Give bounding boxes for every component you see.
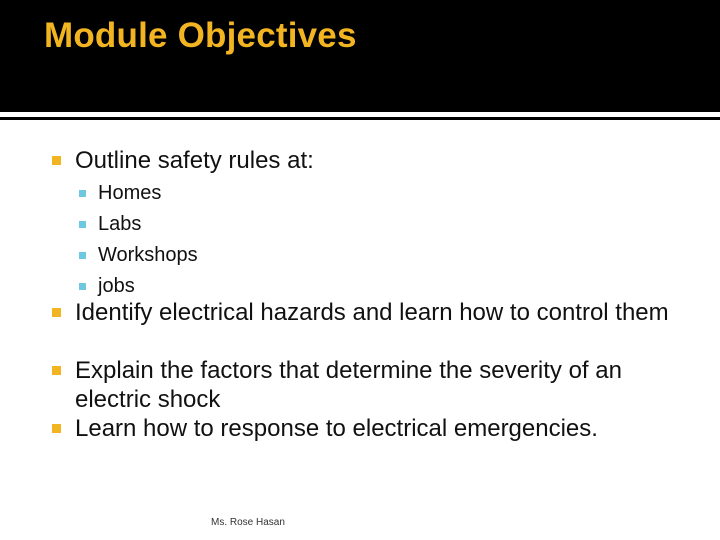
list-item: [75, 146, 675, 175]
slide-footer: Ms. Rose Hasan: [211, 517, 285, 528]
slide-title: Module Objectives: [44, 16, 357, 55]
list-item: [75, 356, 675, 414]
list-item-text: Labs: [98, 213, 142, 235]
title-band: [0, 0, 720, 112]
bullet-square-icon: [79, 221, 86, 228]
list-item: [98, 212, 658, 236]
bullet-square-icon: [52, 366, 61, 375]
bullet-square-icon: [52, 308, 61, 317]
bullet-square-icon: [79, 283, 86, 290]
list-item: [98, 274, 658, 298]
list-item-text: Identify electrical hazards and learn how to control them: [75, 299, 669, 326]
bullet-square-icon: [79, 252, 86, 259]
list-item-text: Learn how to response to electrical emergencies.: [75, 415, 598, 442]
title-divider: [0, 117, 720, 120]
bullet-square-icon: [52, 156, 61, 165]
list-item-text: jobs: [98, 275, 135, 297]
list-item-text: Workshops: [98, 244, 198, 266]
list-item: [98, 243, 658, 267]
bullet-square-icon: [52, 424, 61, 433]
list-item: [75, 414, 675, 443]
list-item: [98, 181, 658, 205]
list-item-text: Outline safety rules at:: [75, 147, 314, 174]
list-item-text: Homes: [98, 182, 162, 204]
list-item-text: Explain the factors that determine the severity of an electric shock: [75, 357, 622, 413]
list-item: [75, 298, 675, 327]
bullet-square-icon: [79, 190, 86, 197]
